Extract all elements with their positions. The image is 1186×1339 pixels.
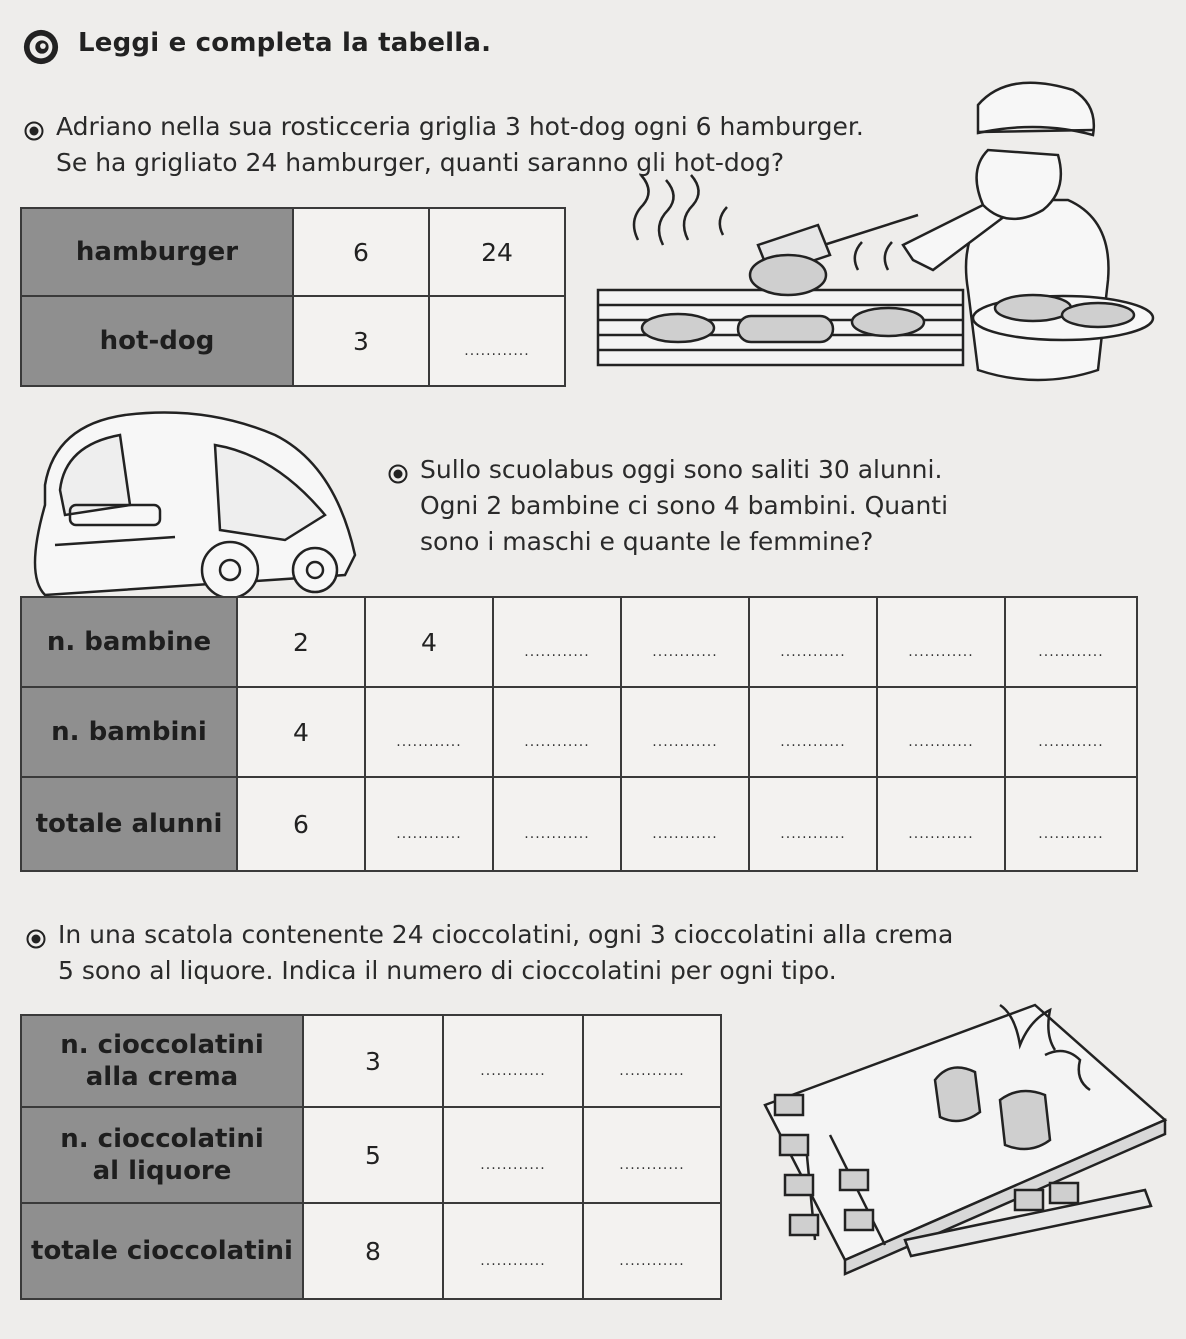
- row-label-line1: n. cioccolatini: [60, 1124, 264, 1154]
- row-label-totale-cioccolatini: [21, 1203, 303, 1299]
- cell-bambini-answer[interactable]: [365, 687, 493, 777]
- row-label-bambine: n. bambine: [21, 597, 237, 687]
- answer-blank: ............: [396, 734, 462, 750]
- cell-totale-answer[interactable]: [1005, 777, 1137, 871]
- table-row: [21, 1107, 721, 1203]
- cell-hotdog-1: 3: [293, 296, 429, 386]
- cell-liquore-answer[interactable]: [443, 1107, 583, 1203]
- cell-bambini-answer[interactable]: [877, 687, 1005, 777]
- answer-blank: ............: [1038, 734, 1104, 750]
- cell-liquore-answer[interactable]: [583, 1107, 721, 1203]
- table-row: [21, 597, 1137, 687]
- row-label-hamburger: hamburger: [21, 208, 293, 296]
- spiral-icon: [22, 28, 60, 66]
- answer-blank: ............: [908, 734, 974, 750]
- answer-blank: ............: [480, 1063, 546, 1079]
- answer-blank: ............: [524, 644, 590, 660]
- row-label-crema: [21, 1015, 303, 1107]
- cell-totale-answer[interactable]: [749, 777, 877, 871]
- cell-bambini-1: 4: [237, 687, 365, 777]
- cell-bambini-answer[interactable]: [621, 687, 749, 777]
- cell-bambine-answer[interactable]: [749, 597, 877, 687]
- table-row: [21, 208, 565, 296]
- answer-blank: ............: [1038, 644, 1104, 660]
- answer-blank: ............: [908, 826, 974, 842]
- row-label-line2: alla crema: [85, 1062, 239, 1092]
- answer-blank: ............: [464, 343, 530, 359]
- school-bus-illustration: [25, 405, 380, 600]
- hamburger-table: [20, 207, 566, 387]
- exercise1-text-line1: Adriano nella sua rosticceria griglia 3 hot-dog ogni 6 hamburger.: [56, 112, 864, 141]
- cell-totale-answer[interactable]: [365, 777, 493, 871]
- cell-totale-1: 6: [237, 777, 365, 871]
- cell-hamburger-2: 24: [429, 208, 565, 296]
- table-row: [21, 296, 565, 386]
- cell-bambine-1: 2: [237, 597, 365, 687]
- target-bullet-icon: [26, 929, 46, 949]
- cell-crema-answer[interactable]: [443, 1015, 583, 1107]
- answer-blank: ............: [1038, 826, 1104, 842]
- row-label-line1: totale cioccolatini: [31, 1236, 293, 1266]
- cell-hamburger-1: 6: [293, 208, 429, 296]
- table-row: [21, 1203, 721, 1299]
- cell-liquore-1: 5: [303, 1107, 443, 1203]
- row-label-hotdog: hot-dog: [21, 296, 293, 386]
- row-label-totale-alunni: totale alunni: [21, 777, 237, 871]
- answer-blank: ............: [480, 1253, 546, 1269]
- row-label-bambini: n. bambini: [21, 687, 237, 777]
- cioccolatini-table: [20, 1014, 722, 1300]
- answer-blank: ............: [652, 826, 718, 842]
- exercise3-text-line1: In una scatola contenente 24 cioccolatini, ogni 3 cioccolatini alla crema: [58, 920, 954, 949]
- answer-blank: ............: [652, 644, 718, 660]
- page-title: Leggi e completa la tabella.: [78, 28, 492, 58]
- cell-bambine-answer[interactable]: [493, 597, 621, 687]
- answer-blank: ............: [908, 644, 974, 660]
- exercise1-text-line2: Se ha grigliato 24 hamburger, quanti saranno gli hot-dog?: [56, 148, 785, 177]
- answer-blank: ............: [396, 826, 462, 842]
- cell-totale-ciocc-1: 8: [303, 1203, 443, 1299]
- cell-crema-answer[interactable]: [583, 1015, 721, 1107]
- cell-bambine-answer[interactable]: [877, 597, 1005, 687]
- cell-totale-answer[interactable]: [877, 777, 1005, 871]
- table-row: [21, 687, 1137, 777]
- answer-blank: ............: [652, 734, 718, 750]
- cell-crema-1: 3: [303, 1015, 443, 1107]
- exercise3-text-line2: 5 sono al liquore. Indica il numero di cioccolatini per ogni tipo.: [58, 956, 837, 985]
- answer-blank: ............: [780, 826, 846, 842]
- answer-blank: ............: [619, 1157, 685, 1173]
- cell-bambine-answer[interactable]: [621, 597, 749, 687]
- cell-totale-ciocc-answer[interactable]: [583, 1203, 721, 1299]
- answer-blank: ............: [780, 734, 846, 750]
- target-bullet-icon: [24, 121, 44, 141]
- cell-totale-answer[interactable]: [493, 777, 621, 871]
- chocolate-box-illustration: [745, 985, 1175, 1285]
- chef-grill-illustration: [588, 70, 1158, 390]
- cell-bambine-answer[interactable]: [1005, 597, 1137, 687]
- target-bullet-icon: [388, 464, 408, 484]
- row-label-liquore: [21, 1107, 303, 1203]
- cell-totale-answer[interactable]: [621, 777, 749, 871]
- cell-bambini-answer[interactable]: [493, 687, 621, 777]
- table-row: [21, 777, 1137, 871]
- answer-blank: ............: [524, 734, 590, 750]
- answer-blank: ............: [780, 644, 846, 660]
- cell-bambine-2: 4: [365, 597, 493, 687]
- cell-hotdog-answer[interactable]: [429, 296, 565, 386]
- row-label-line1: n. cioccolatini: [60, 1030, 264, 1060]
- exercise2-text-line1: Sullo scuolabus oggi sono saliti 30 alunni.: [420, 455, 943, 484]
- answer-blank: ............: [619, 1063, 685, 1079]
- cell-bambini-answer[interactable]: [749, 687, 877, 777]
- exercise2-text-line2: Ogni 2 bambine ci sono 4 bambini. Quanti: [420, 491, 949, 520]
- scuolabus-table: [20, 596, 1138, 872]
- exercise2-text-line3: sono i maschi e quante le femmine?: [420, 527, 874, 556]
- answer-blank: ............: [619, 1253, 685, 1269]
- answer-blank: ............: [480, 1157, 546, 1173]
- cell-totale-ciocc-answer[interactable]: [443, 1203, 583, 1299]
- table-row: [21, 1015, 721, 1107]
- cell-bambini-answer[interactable]: [1005, 687, 1137, 777]
- row-label-line2: al liquore: [92, 1156, 232, 1186]
- answer-blank: ............: [524, 826, 590, 842]
